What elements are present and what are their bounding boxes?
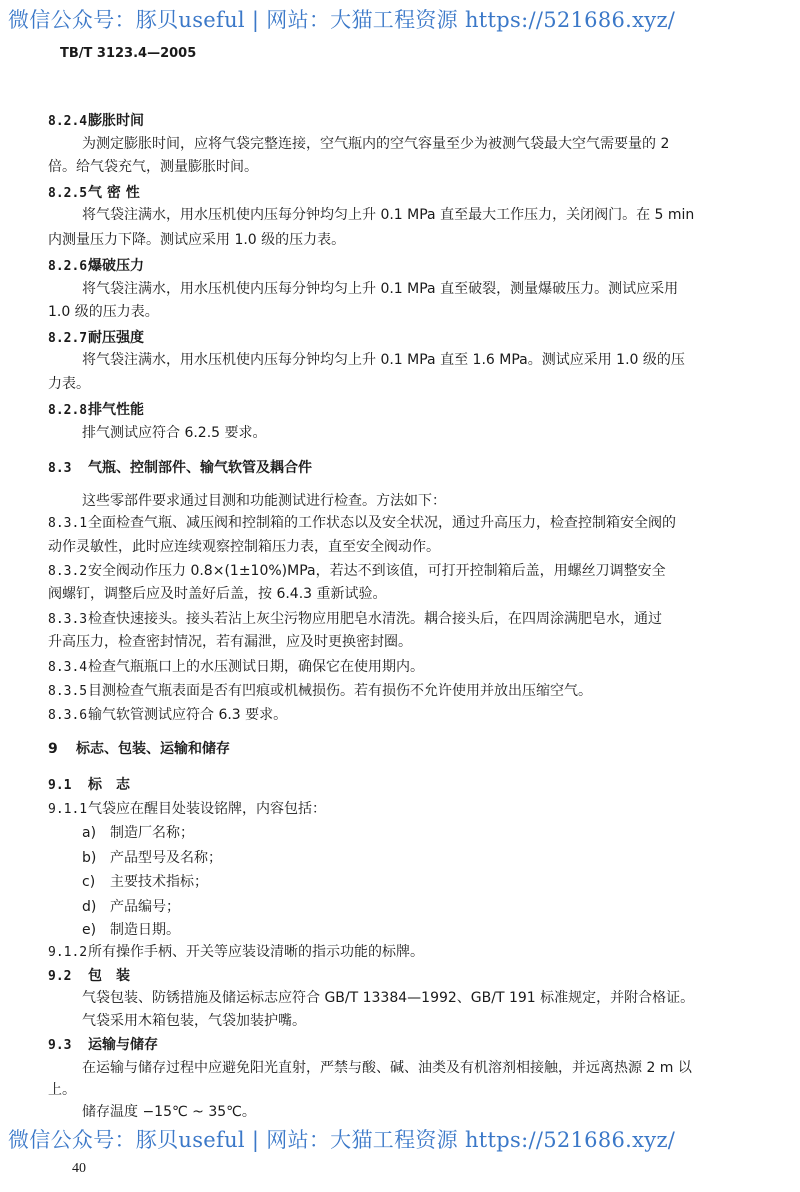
list-item: b) 产品型号及名称；: [82, 850, 222, 866]
paragraph-line: 将气袋注满水，用水压机使内压每分钟均匀上升 0.1 MPa 直至 1.6 MPa。测试应采用 1.0 级的压: [82, 352, 685, 368]
clause: 8.3.4检查气瓶瓶口上的水压测试日期，确保它在使用期内。: [48, 659, 424, 675]
section-heading: 9.3 运输与储存: [48, 1037, 158, 1053]
section-heading: 9.1 标 志: [48, 777, 130, 793]
section-heading: 8.2.7耐压强度: [48, 330, 144, 346]
list-item: d) 产品编号；: [82, 899, 180, 915]
paragraph-line: 1.0 级的压力表。: [48, 304, 159, 320]
paragraph-line: 将气袋注满水，用水压机使内压每分钟均匀上升 0.1 MPa 直至破裂，测量爆破压力。测试应采用: [82, 281, 679, 297]
paragraph-line: 排气测试应符合 6.2.5 要求。: [82, 425, 267, 441]
section-heading: 8.2.6爆破压力: [48, 258, 144, 274]
clause: 8.3.3检查快速接头。接头若沾上灰尘污物应用肥皂水清洗。耦合接头后，在四周涂满肥皂水，通过: [48, 611, 662, 627]
list-item: e) 制造日期。: [82, 922, 180, 938]
paragraph-line: 力表。: [48, 376, 90, 392]
paragraph-line: 储存温度 −15℃ ~ 35℃。: [82, 1104, 256, 1120]
paragraph-line: 这些零部件要求通过目测和功能测试进行检查。方法如下：: [82, 493, 446, 509]
paragraph-line: 上。: [48, 1082, 76, 1098]
list-item: c) 主要技术指标；: [82, 874, 208, 890]
watermark-top: 微信公众号：豚贝useful | 网站：大猫工程资源 https://521686.xyz/: [8, 8, 676, 32]
clause: 8.3.6输气软管测试应符合 6.3 要求。: [48, 707, 288, 723]
section-heading: 8.3 气瓶、控制部件、输气软管及耦合件: [48, 460, 312, 476]
section-heading: 8.2.5气 密 性: [48, 185, 140, 201]
paragraph-line: 内测量压力下降。测试应采用 1.0 级的压力表。: [48, 232, 346, 248]
paragraph-line: 为测定膨胀时间，应将气袋完整连接，空气瓶内的空气容量至少为被测气袋最大空气需要量的 2: [82, 136, 670, 152]
paragraph-line: 倍。给气袋充气，测量膨胀时间。: [48, 159, 258, 175]
paragraph-line: 升高压力，检查密封情况，若有漏泄，应及时更换密封圈。: [48, 634, 412, 650]
clause: 8.3.1全面检查气瓶、减压阀和控制箱的工作状态以及安全状况，通过升高压力，检查控制箱安全阀的: [48, 515, 676, 531]
clause: 9.1.1气袋应在醒目处装设铭牌，内容包括：: [48, 801, 326, 817]
section-heading: 8.2.4膨胀时间: [48, 113, 144, 129]
standard-header: TB/T 3123.4—2005: [60, 46, 197, 61]
paragraph-line: 动作灵敏性，此时应连续观察控制箱压力表，直至安全阀动作。: [48, 539, 440, 555]
clause: 8.3.2安全阀动作压力 0.8×(1±10%)MPa，若达不到该值，可打开控制箱后盖，用螺丝刀调整安全: [48, 563, 666, 579]
chapter-heading: 9 标志、包装、运输和储存: [48, 741, 230, 757]
page-number: 40: [72, 1161, 86, 1176]
paragraph-line: 阀螺钉，调整后应及时盖好后盖，按 6.4.3 重新试验。: [48, 586, 387, 602]
section-heading: 8.2.8排气性能: [48, 402, 144, 418]
paragraph-line: 将气袋注满水，用水压机使内压每分钟均匀上升 0.1 MPa 直至最大工作压力，关闭阀门。在 5 min: [82, 207, 695, 223]
paragraph-line: 气袋包装、防锈措施及储运标志应符合 GB/T 13384—1992、GB/T 191 标准规定，并附合格证。: [82, 990, 695, 1006]
clause: 8.3.5目测检查气瓶表面是否有凹痕或机械损伤。若有损伤不允许使用并放出压缩空气。: [48, 683, 592, 699]
paragraph-line: 气袋采用木箱包装，气袋加装护嘴。: [82, 1013, 306, 1029]
paragraph-line: 在运输与储存过程中应避免阳光直射，严禁与酸、碱、油类及有机溶剂相接触，并远离热源 2 m 以: [82, 1060, 692, 1076]
clause: 9.1.2所有操作手柄、开关等应装设清晰的指示功能的标牌。: [48, 944, 424, 960]
section-heading: 9.2 包 装: [48, 968, 130, 984]
list-item: a) 制造厂名称；: [82, 825, 194, 841]
watermark-bottom: 微信公众号：豚贝useful | 网站：大猫工程资源 https://521686.xyz/: [8, 1128, 676, 1152]
